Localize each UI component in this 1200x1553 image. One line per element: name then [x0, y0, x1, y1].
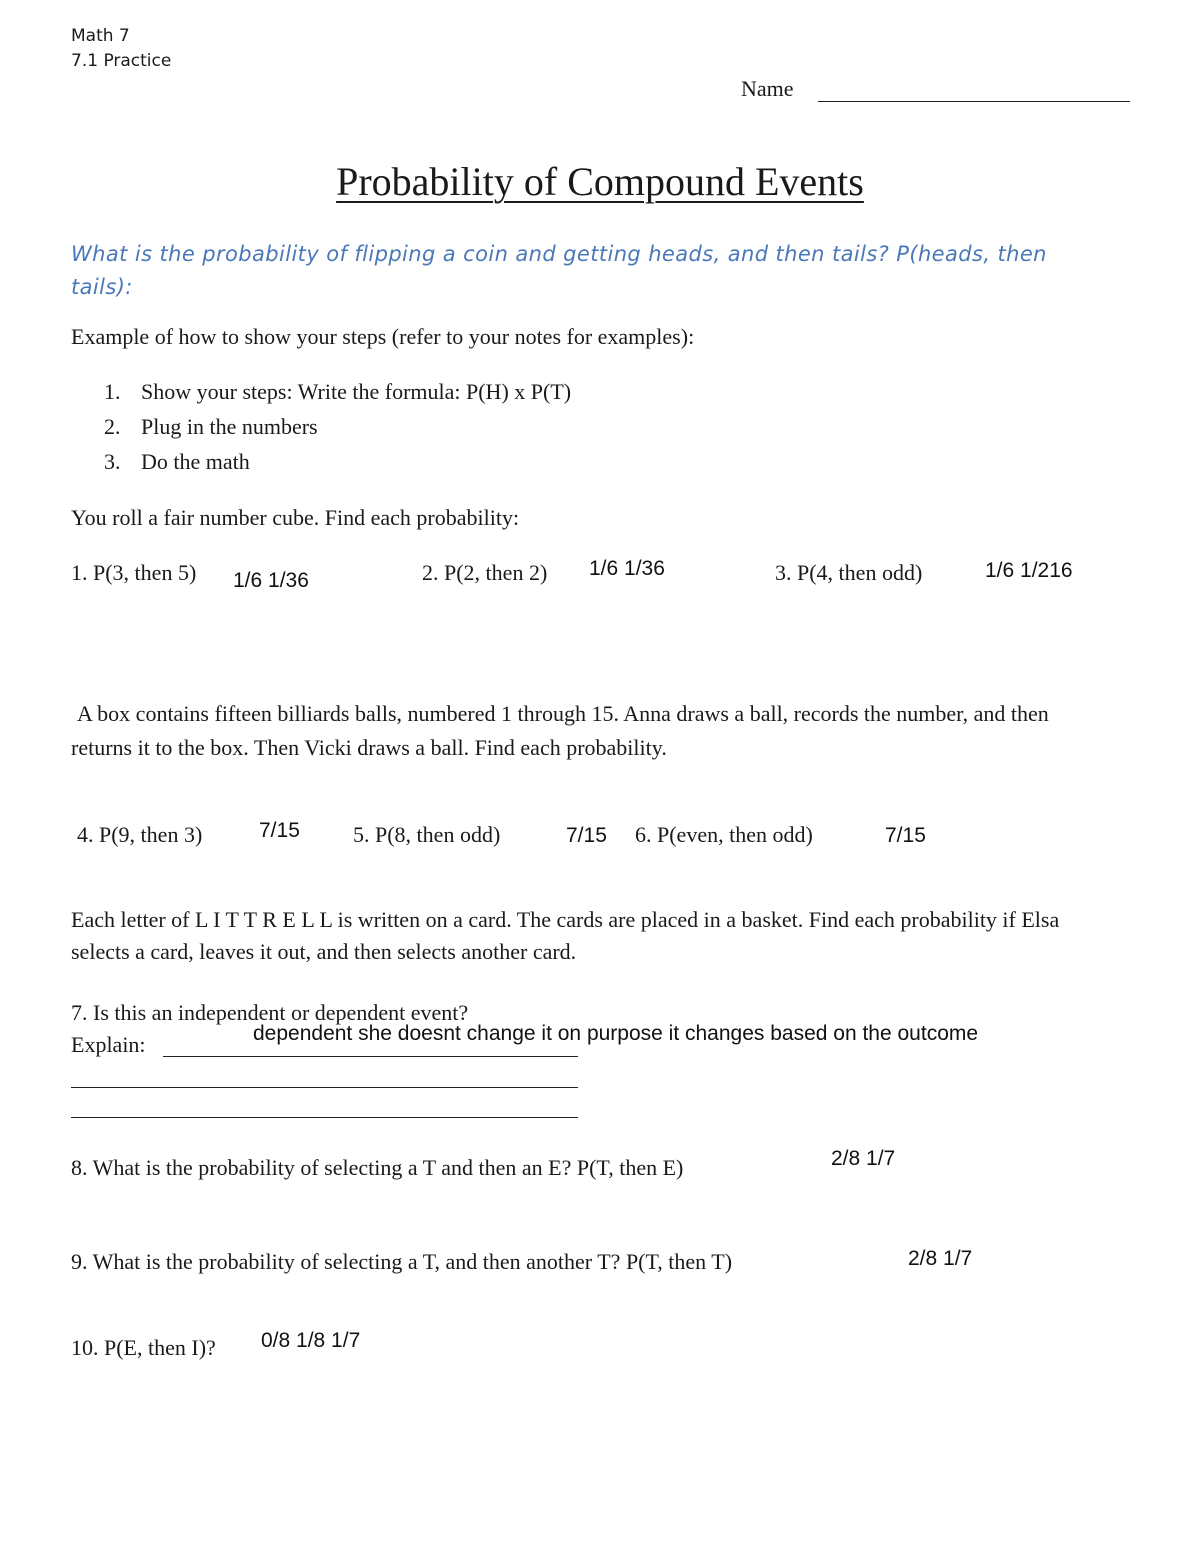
handwritten-answer: 1/6 1/36: [233, 569, 309, 592]
step-number: 1.: [104, 379, 121, 404]
problem-label: 1. P(3, then 5): [71, 560, 197, 585]
section-label: 7.1 Practice: [71, 51, 172, 71]
question-10: 10. P(E, then I)?: [71, 1335, 216, 1360]
step-number: 3.: [104, 449, 121, 474]
course-label: Math 7: [71, 26, 130, 46]
example-heading: Example of how to show your steps (refer to your notes for examples):: [71, 324, 695, 349]
handwritten-answer: dependent she doesnt change it on purpose it changes based on the outcome: [253, 1022, 979, 1045]
name-label: Name: [741, 76, 794, 101]
section1-prompt: You roll a fair number cube. Find each probability:: [71, 505, 520, 530]
step-number: 2.: [104, 414, 121, 439]
question-9: 9. What is the probability of selecting a T, and then another T? P(T, then T): [71, 1249, 733, 1274]
problem-label: 4. P(9, then 3): [77, 822, 203, 847]
section3-prompt: Each letter of L I T T R E L L is written on a card. The cards are placed in a basket. Find each probability if Elsa selects a card, leaves it out, and then selects another card.: [71, 907, 1060, 964]
handwritten-answer: 1/6 1/216: [985, 559, 1073, 582]
problem-label: 3. P(4, then odd): [775, 560, 923, 585]
page-title: Probability of Compound Events: [336, 159, 864, 204]
explain-line[interactable]: [71, 1087, 578, 1088]
problem-label: 6. P(even, then odd): [635, 822, 813, 847]
question-7: 7. Is this an independent or dependent event?: [71, 1000, 469, 1025]
step-text: Do the math: [141, 449, 250, 474]
section2-prompt: A box contains fifteen billiards balls, numbered 1 through 15. Anna draws a ball, records the number, and then returns it to the box. Then Vicki draws a ball. Find each probability.: [71, 701, 1049, 760]
handwritten-answer: 2/8 1/7: [908, 1247, 973, 1270]
handwritten-answer: 0/8 1/8 1/7: [261, 1329, 361, 1352]
explain-line[interactable]: [71, 1117, 578, 1118]
step-text: Plug in the numbers: [141, 414, 318, 439]
handwritten-answer: 7/15: [259, 819, 300, 842]
problem-label: 5. P(8, then odd): [353, 822, 501, 847]
handwritten-answer: 1/6 1/36: [589, 557, 665, 580]
intro-question: What is the probability of flipping a coin and getting heads, and then tails? P(heads, then tails):: [71, 242, 1047, 299]
step-text: Show your steps: Write the formula: P(H) x P(T): [141, 379, 572, 404]
explain-label: Explain:: [71, 1032, 146, 1057]
problem-label: 2. P(2, then 2): [422, 560, 548, 585]
question-8: 8. What is the probability of selecting a T and then an E? P(T, then E): [71, 1155, 684, 1180]
name-field-line[interactable]: [818, 101, 1130, 102]
handwritten-answer: 7/15: [566, 824, 607, 847]
handwritten-answer: 2/8 1/7: [831, 1147, 896, 1170]
explain-line[interactable]: [163, 1056, 578, 1057]
handwritten-answer: 7/15: [885, 824, 926, 847]
